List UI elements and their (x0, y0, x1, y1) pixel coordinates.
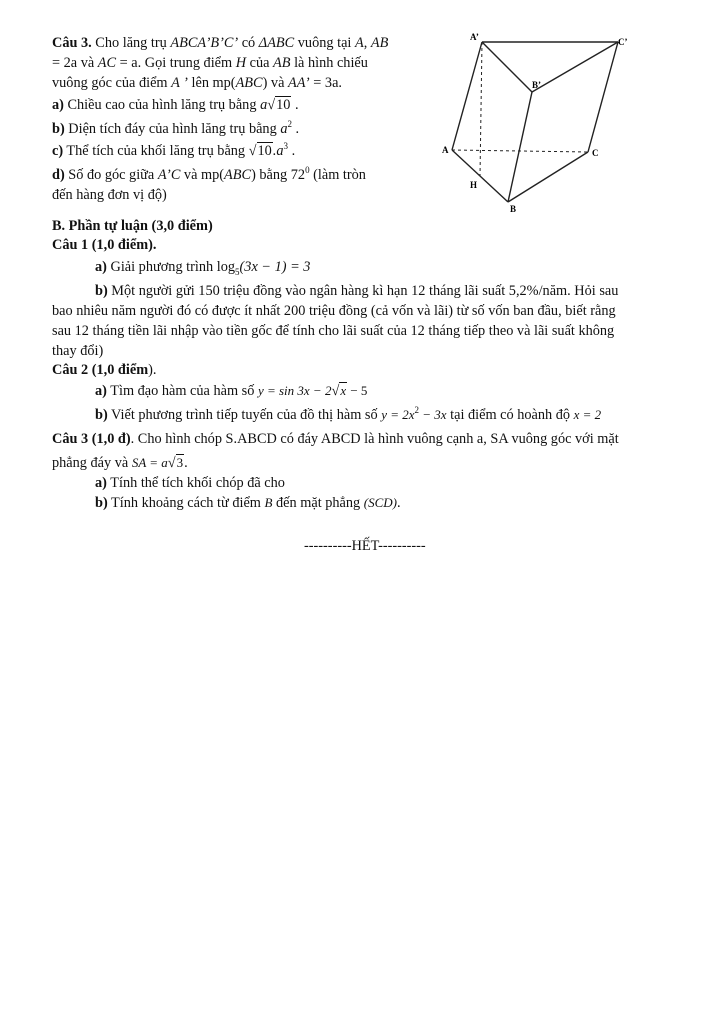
edge-BC (508, 152, 588, 202)
c2-title: Câu 2 (1,0 điểm). (52, 362, 157, 378)
q3-option-d-cont: đến hàng đơn vị độ) (52, 187, 167, 203)
c1b-line-4: thay đổi) (52, 343, 104, 359)
c2b: b) Viết phương trình tiếp tuyến của đồ thị hàm số $y = 2x^2 - 3x$ tại điểm có hoành độ x = 2 (95, 405, 602, 423)
c1a: a) Giải phương trình $\log_5(3x - 1) = 3$ (95, 259, 311, 277)
c3-line-2: phẳng đáy và SA = a√3. (52, 455, 188, 471)
edge-BtopCtop (532, 42, 618, 92)
q3-option-c: c) Thể tích của khối lăng trụ bằng $√10.a^3$ . (52, 141, 296, 159)
q3-line-3: vuông góc của điểm A ’ lên mp(ABC) và AA’ = 3a. (52, 75, 342, 91)
c1b-line-2: bao nhiêu năm người đó có được ít nhất 200 triệu đồng (cả vốn và lãi) từ số vốn ban đầu, biết rằng (52, 303, 616, 319)
c1-title: Câu 1 (1,0 điểm). (52, 237, 157, 253)
q3-line-1: Câu 3. Cho lăng trụ ABCA’B’C’ có ΔABC vuông tại A, AB (52, 35, 389, 51)
c3-line-1: Câu 3 (1,0 đ). Cho hình chóp S.ABCD có đáy ABCD là hình vuông cạnh a, SA vuông góc với mặt (52, 431, 619, 447)
end-marker: ----------HẾT---------- (304, 538, 426, 554)
label-B-top: B’ (532, 80, 541, 90)
c3b: b) Tính khoảng cách từ điểm B đến mặt phẳng (SCD). (95, 495, 401, 511)
label-B: B (510, 204, 517, 214)
edge-BBtop (508, 92, 532, 202)
q3-label: Câu 3. (52, 35, 92, 51)
q3-option-d: d) Số đo góc giữa A’C và mp(ABC) bằng $72^0$ (làm tròn (52, 165, 366, 183)
edge-AAtop (452, 42, 482, 150)
q3-line-2: = 2a và AC = a. Gọi trung điểm H của AB là hình chiếu (52, 55, 368, 71)
partB-title: B. Phần tự luận (3,0 điểm) (52, 218, 213, 234)
prism-figure (440, 30, 628, 220)
label-A-top: A’ (470, 32, 479, 42)
label-H: H (470, 180, 478, 190)
c3a: a) Tính thể tích khối chóp đã cho (95, 475, 285, 491)
label-C: C (592, 148, 599, 158)
c2a: a) Tìm đạo hàm của hàm số y = sin 3x − 2√x − 5 (95, 383, 368, 399)
c1b-line-3: sau 12 tháng tiền lãi nhập vào tiền gốc để tính cho lãi suất của 12 tháng tiếp theo và lãi suất không (52, 323, 615, 339)
c1b-line-1: b) Một người gửi 150 triệu đồng vào ngân hàng kì hạn 12 tháng lãi suất 5,2%/năm. Hỏi sau (95, 283, 619, 299)
edge-AtopH-hidden (480, 42, 482, 176)
edge-CCtop (588, 42, 618, 152)
edge-AC-hidden (452, 150, 588, 152)
label-C-top: C’ (618, 37, 628, 47)
edge-AtopBtop (482, 42, 532, 92)
label-A: A (442, 145, 449, 155)
q3-option-a: a) Chiều cao của hình lăng trụ bằng a√10 . (52, 97, 299, 113)
q3-option-b: b) Diện tích đáy của hình lăng trụ bằng $a^2$ . (52, 119, 300, 137)
